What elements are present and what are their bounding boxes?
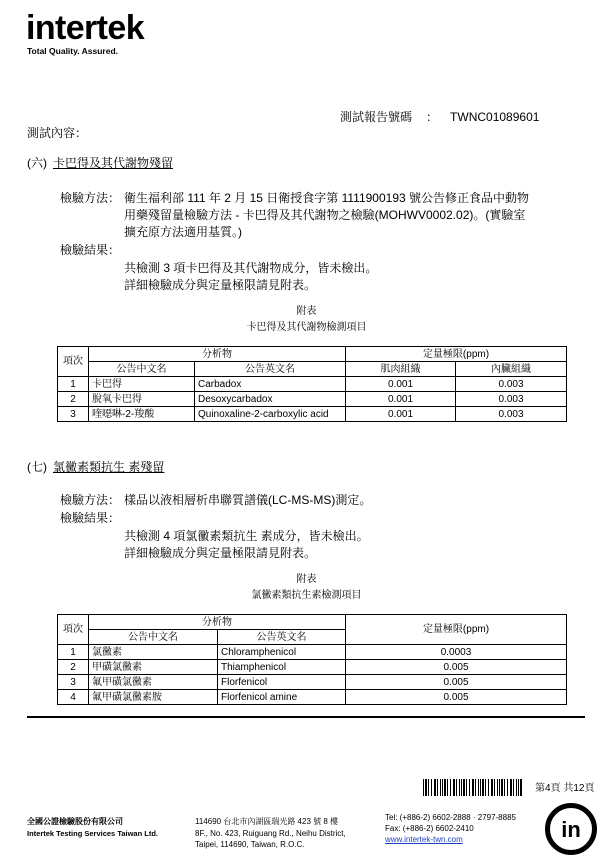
cell-no: 1 [58,645,89,660]
result-label: 檢驗結果： [60,243,121,257]
header-loq: 定量極限(ppm) [346,347,567,362]
appendix-label: 附表 [296,574,317,585]
carbadox-table [57,346,567,422]
result-label: 檢驗結果： [60,511,121,525]
header-en-name: 公告英文名 [195,362,346,377]
method-line: 樣品以液相層析串聯質譜儀(LC-MS-MS)測定。 [124,493,372,507]
cell-muscle: 0.001 [346,392,456,407]
method-line: 擴充原方法適用基質。) [124,225,242,239]
cell-en-name: Chloramphenicol [218,645,346,660]
result-line: 共檢測 3 項卡巴得及其代謝物成分，皆未檢出。 [124,261,378,275]
cell-zh-name: 脫氧卡巴得 [89,392,195,407]
cell-organ: 0.003 [456,392,567,407]
appendix-label: 附表 [296,306,317,317]
table-row [58,675,567,690]
table-title: 卡巴得及其代謝物檢測項目 [246,322,367,333]
report-number-value: TWNC01089601 [450,110,540,124]
result-line: 共檢測 4 項氯黴素類抗生 素成分，皆未檢出。 [124,529,369,543]
table-header-row [58,615,567,630]
header-loq: 定量極限(ppm) [346,615,567,645]
cell-muscle: 0.001 [346,377,456,392]
report-number-colon: ： [426,110,439,124]
table-row [58,377,567,392]
address-line: 8F., No. 423, Ruiguang Rd., Neihu District, [195,829,346,838]
cell-no: 4 [58,690,89,705]
logo-mark-text: in [561,817,581,842]
header-en-name: 公告英文名 [218,630,346,645]
cell-zh-name: 卡巴得 [89,377,195,392]
section-heading-6 [27,155,173,171]
table-row [58,407,567,422]
header-muscle: 肌肉組織 [346,362,456,377]
cell-en-name: Thiamphenicol [218,660,346,675]
method-label: 檢驗方法： [60,493,121,507]
cell-en-name: Quinoxaline-2-carboxylic acid [195,407,346,422]
result-line: 詳細檢驗成分與定量極限請見附表。 [124,546,317,560]
cell-loq: 0.0003 [346,645,567,660]
table-row [58,645,567,660]
address-line: 114690 台北市內湖區瑞光路 423 號 8 樓 [195,817,339,826]
cell-no: 1 [58,377,89,392]
cell-organ: 0.003 [456,377,567,392]
section-heading-7 [27,459,164,475]
table-row [58,392,567,407]
barcode [423,779,523,796]
header-item-no: 項次 [58,347,89,377]
cell-organ: 0.003 [456,407,567,422]
header-analyte: 分析物 [89,615,346,630]
cell-zh-name: 氟甲磺氯黴素胺 [89,690,218,705]
cell-en-name: Florfenicol [218,675,346,690]
report-number-label: 測試報告號碼 [340,110,413,124]
cell-zh-name: 氯黴素 [89,645,218,660]
table-row [58,690,567,705]
method-label: 檢驗方法： [60,191,121,205]
cell-loq: 0.005 [346,690,567,705]
header-zh-name: 公告中文名 [89,630,218,645]
header-analyte: 分析物 [89,347,346,362]
company-name-zh: 全國公證檢驗股份有限公司 [27,817,123,826]
header-item-no: 項次 [58,615,89,645]
table-header-row [58,347,567,362]
method-line: 衛生福利部 111 年 2 月 15 日衛授食字第 1111900193 號公告修正食品中動物 [124,191,530,205]
report-number-line [340,109,539,125]
cell-zh-name: 甲磺氯黴素 [89,660,218,675]
cell-en-name: Florfenicol amine [218,690,346,705]
cell-no: 3 [58,675,89,690]
table-header-row [58,362,567,377]
test-content-label: 測試內容： [27,126,88,140]
address-line: Taipei, 114690, Taiwan, R.O.C. [195,840,305,849]
cell-en-name: Carbadox [195,377,346,392]
header-organ: 內臟組織 [456,362,567,377]
table-title: 氯黴素類抗生素檢測項目 [251,590,362,601]
cell-loq: 0.005 [346,660,567,675]
intertek-logo: intertek [26,9,145,47]
intertek-circle-logo-icon [544,802,598,856]
table-row [58,660,567,675]
cell-no: 2 [58,660,89,675]
chloramphenicol-table [57,614,567,705]
cell-en-name: Desoxycarbadox [195,392,346,407]
section-title: 卡巴得及其代謝物殘留 [53,156,174,170]
logo-tagline: Total Quality. Assured. [27,46,118,56]
method-line: 用藥殘留量檢驗方法 - 卡巴得及其代謝物之檢驗(MOHWV0002.02)。(實驗室 [124,208,526,222]
footer-divider [27,716,585,718]
fax-number: Fax: (+886-2) 6602-2410 [385,824,474,833]
cell-no: 3 [58,407,89,422]
header-zh-name: 公告中文名 [89,362,195,377]
website-link[interactable]: www.intertek-twn.com [385,835,463,844]
cell-muscle: 0.001 [346,407,456,422]
cell-zh-name: 喹噁啉-2-羧酸 [89,407,195,422]
company-name-en: Intertek Testing Services Taiwan Ltd. [27,829,159,838]
section-index: (六) [27,156,47,170]
phone-number: Tel: (+886-2) 6602-2888 · 2797-8885 [385,813,516,822]
section-index: (七) [27,460,47,474]
result-line: 詳細檢驗成分與定量極限請見附表。 [124,278,317,292]
section-title: 氯黴素類抗生 素殘留 [53,460,165,474]
cell-loq: 0.005 [346,675,567,690]
cell-no: 2 [58,392,89,407]
page-number: 第4頁 共12頁 [535,783,595,794]
cell-zh-name: 氟甲磺氯黴素 [89,675,218,690]
